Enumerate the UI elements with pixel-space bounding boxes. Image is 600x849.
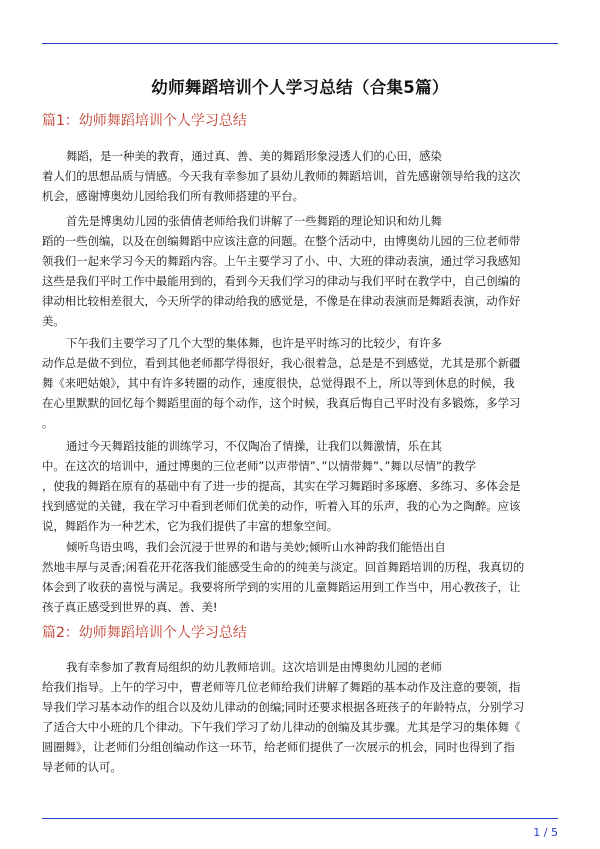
text-line: 然地丰厚与灵香;闲看花开花落我们能感受生命的的纯美与淡定。回首舞蹈培训的历程，我真切的	[42, 560, 525, 574]
section-2-heading: 篇2：幼师舞蹈培训个人学习总结	[42, 625, 247, 641]
text-line: 说，舞蹈作为一种艺术，它为我们提供了丰富的想象空间。	[42, 519, 339, 533]
text-line: 这些是我们平时工作中最能用到的，看到今天我们学习的律动与我们平时在教学中，自己创编的	[42, 274, 521, 288]
text-line: 了适合大中小班的几个律动。下午我们学习了幼儿律动的创编及其步骤。尤其是学习的集体舞《	[42, 720, 521, 734]
text-line: 通过今天舞蹈技能的训练学习，不仅陶冶了情操，让我们以舞激情，乐在其	[66, 439, 442, 453]
section-1-heading: 篇1：幼师舞蹈培训个人学习总结	[42, 113, 247, 129]
header-rule	[42, 43, 558, 44]
text-line: 孩子真正感受到世界的真、善、美!	[42, 600, 218, 614]
text-line: 给我们指导。上午的学习中，曹老师等几位老师给我们讲解了舞蹈的基本动作及注意的要领，指	[42, 680, 521, 694]
text-line: 动作总是做不到位，看到其他老师都学得很好，我心很着急，总是是不到感觉，尤其是那个新疆	[42, 356, 521, 370]
paragraph	[42, 537, 558, 617]
text-line: 。	[42, 416, 54, 430]
page-number: 1 / 5	[533, 826, 558, 839]
text-line: 我有幸参加了教育局组织的幼儿教师培训。这次培训是由博奥幼儿园的老师	[66, 660, 442, 674]
paragraph	[42, 436, 558, 536]
text-line: 舞《来吧姑娘》，其中有许多转圈的动作，速度很快，总觉得跟不上，所以等到休息的时候，我	[42, 376, 515, 390]
text-line: 美。	[42, 314, 65, 328]
document-title: 幼师舞蹈培训个人学习总结（合集5篇）	[151, 78, 449, 97]
text-line: 舞蹈，是一种美的教育，通过真、善、美的舞蹈形象浸透人们的心田，感染	[66, 149, 442, 163]
text-line: 倾听鸟语虫鸣，我们会沉浸于世界的和谐与美妙;倾听山水神韵我们能悟出自	[66, 540, 446, 554]
text-line: 导老师的认可。	[42, 760, 122, 774]
text-line: 律动相比较相差很大，今天所学的律动给我的感觉是，不像是在律动表演而是舞蹈表演，动作好	[42, 294, 521, 308]
text-line: 蹈的一些创编，以及在创编舞蹈中应该注意的问题。在整个活动中，由博奥幼儿园的三位老师带	[42, 234, 521, 248]
text-line: 圆圈舞》，让老师们分组创编动作这一环节，给老师们提供了一次展示的机会，同时也得到了指	[42, 740, 515, 754]
paragraph	[42, 211, 558, 331]
text-line: ，使我的舞蹈在原有的基础中有了进一步的提高，其实在学习舞蹈时多琢磨、多练习、多体会是	[42, 479, 521, 493]
text-line: 在心里默默的回忆每个舞蹈里面的每个动作，这个时候，我真后悔自己平时没有多锻炼，多学习	[42, 396, 521, 410]
text-line: 着人们的思想品质与情感。今天我有幸参加了县幼儿教师的舞蹈培训，首先感谢领导给我的这次	[42, 169, 521, 183]
text-line: 领我们一起来学习今天的舞蹈内容。上午主要学习了小、中、大班的律动表演，通过学习我感知	[42, 254, 521, 268]
paragraph	[42, 333, 558, 433]
text-line: 下午我们主要学习了几个大型的集体舞，也许是平时练习的比较少，有许多	[66, 336, 442, 350]
text-line: 导我们学习基本动作的组合以及幼儿律动的创编;同时还要求根据各班孩子的年龄特点，分别学习	[42, 700, 525, 714]
text-line: 体会到了收获的喜悦与满足。我要将所学到的实用的儿童舞蹈运用到工作当中，用心教孩子，让	[42, 580, 521, 594]
footer-rule	[42, 818, 558, 819]
text-line: 中。在这次的培训中，通过博奥的三位老师”以声带情”、”以情带舞”、”舞以尽情”的教学	[42, 459, 477, 473]
text-line: 机会，感谢博奥幼儿园给我们所有教师搭建的平台。	[42, 189, 304, 203]
text-line: 首先是博奥幼儿园的张倩倩老师给我们讲解了一些舞蹈的理论知识和幼儿舞	[66, 214, 442, 228]
paragraph	[42, 146, 558, 206]
text-line: 找到感觉的关键，我在学习中看到老师们优美的动作，听着入耳的乐声，我的心为之陶醉。应该	[42, 499, 521, 513]
paragraph	[42, 657, 558, 777]
